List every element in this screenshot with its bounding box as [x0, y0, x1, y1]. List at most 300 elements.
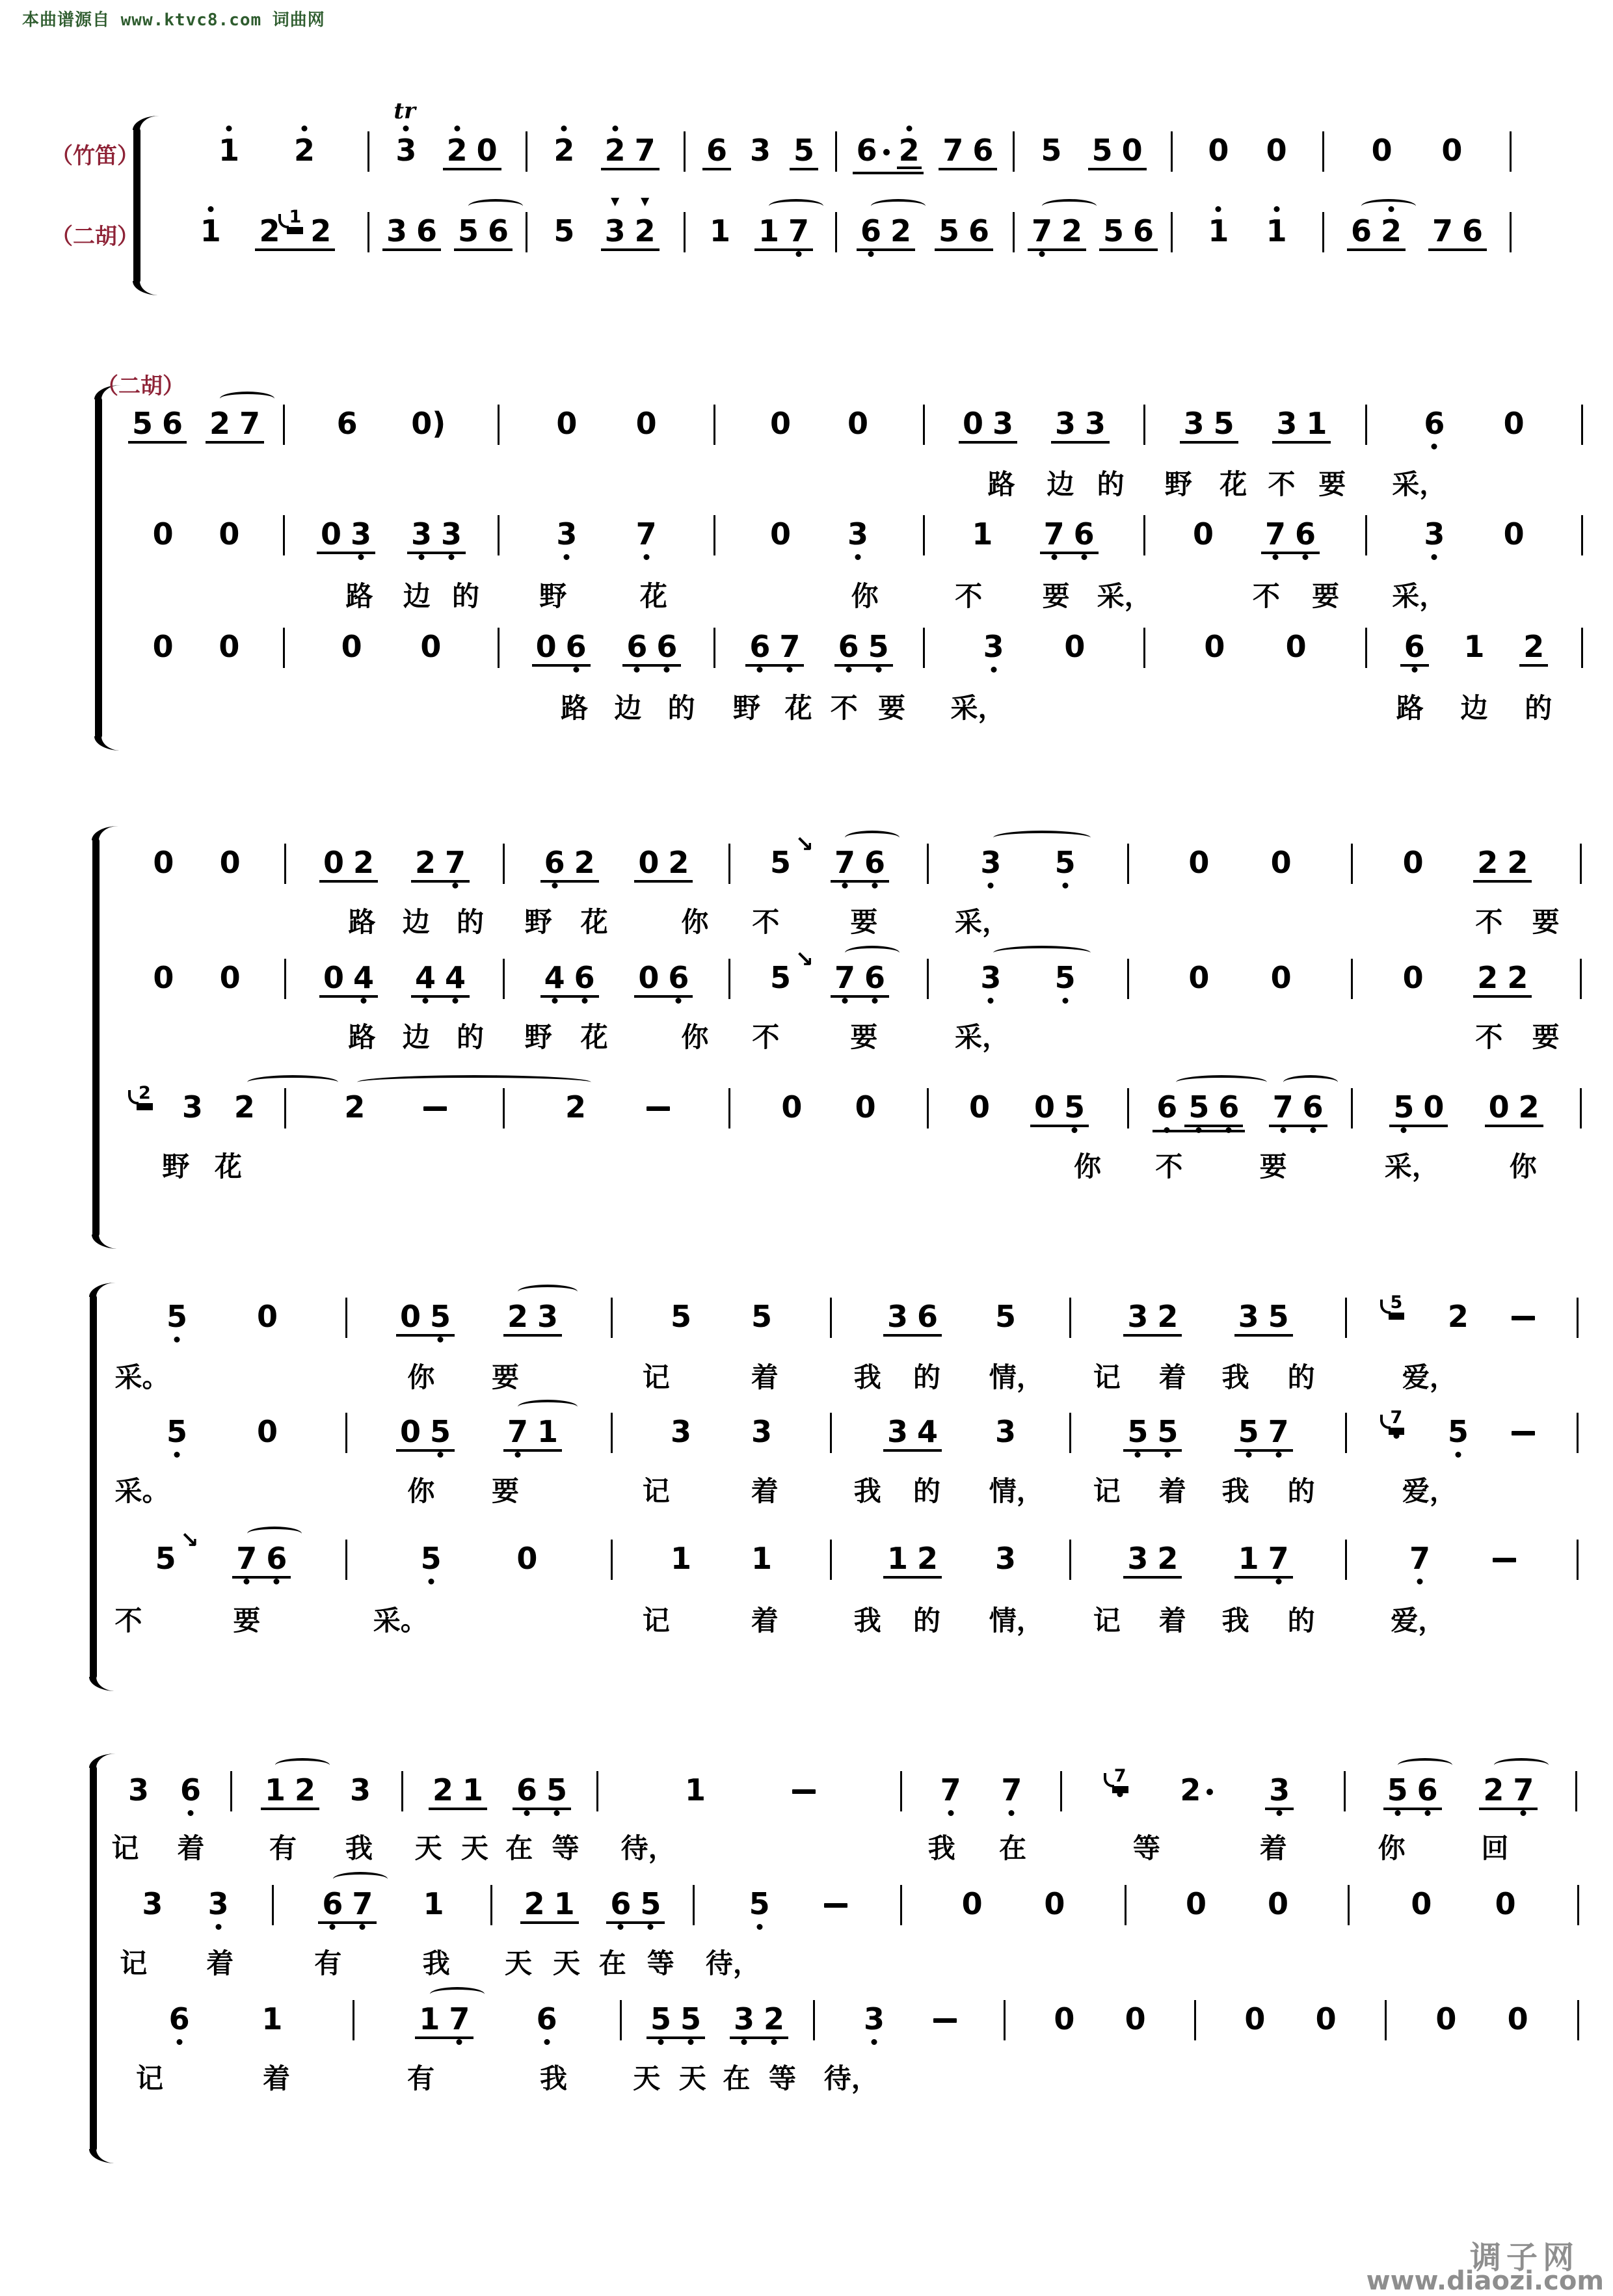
- lyric-syllable: 不: [1475, 906, 1503, 938]
- measure: [832, 1414, 1069, 1452]
- note-digit: 7: [1407, 1543, 1432, 1573]
- note-digit: 1: [886, 1541, 908, 1576]
- lyric-syllable: 有: [269, 1832, 297, 1864]
- measure: [686, 135, 835, 170]
- measure: [1145, 408, 1365, 444]
- lyric-syllable: 的: [913, 1605, 941, 1636]
- slur-arc: [845, 946, 900, 960]
- barline: [1580, 1088, 1582, 1128]
- note-digit: 5: [1155, 1417, 1180, 1447]
- measure: [715, 406, 923, 441]
- octave-dot-low: [948, 1810, 953, 1816]
- octave-dot-low: [787, 667, 793, 673]
- lyric-syllable: 不: [114, 1605, 142, 1636]
- note-digit: 3: [978, 848, 1003, 877]
- lyric-syllable: 采，: [955, 1021, 1010, 1053]
- note-digit: 2: [1178, 1775, 1215, 1805]
- note-digit: 1: [1463, 629, 1485, 664]
- beam-group: [261, 1772, 319, 1810]
- lyric-syllable: 着: [751, 1605, 779, 1636]
- note-digit: 5: [1446, 1417, 1471, 1447]
- lyric-syllable: 记: [111, 1832, 139, 1864]
- lyric-syllable: 采。: [114, 1361, 170, 1393]
- note-digit: 5: [995, 1299, 1017, 1334]
- note-digit: 2: [524, 1886, 545, 1921]
- note-digit: 5: [1053, 963, 1078, 993]
- octave-dot-low: [452, 883, 458, 888]
- measure: [166, 207, 367, 251]
- slur-arc: [468, 199, 523, 213]
- lyric-syllable: 路: [348, 906, 376, 938]
- measure: [1006, 2001, 1194, 2036]
- octave-dot-low: [988, 883, 994, 888]
- octave-dot-high: [226, 126, 232, 131]
- measure: [1145, 629, 1365, 664]
- rest-note: 0: [556, 406, 578, 441]
- note-digit: 3: [349, 519, 373, 549]
- octave-dot-low: [1277, 1810, 1283, 1816]
- octave-dot-low: [648, 1924, 654, 1930]
- note-digit: 2: [565, 1089, 586, 1125]
- note-digit: 2: [209, 406, 230, 441]
- note-digit: 2: [507, 1299, 528, 1334]
- beam-group: [540, 960, 599, 998]
- note-digit: 7: [447, 2004, 472, 2034]
- octave-dot-high: [561, 126, 567, 131]
- measure: [1129, 960, 1351, 995]
- note-digit: 6: [161, 406, 183, 441]
- note-digit: 2: [1523, 629, 1545, 664]
- note-digit: 7: [1266, 1543, 1291, 1573]
- note-digit: 6: [1422, 408, 1446, 438]
- note-digit: 4: [443, 963, 468, 993]
- duration-dash: [1512, 1431, 1535, 1435]
- lyric-syllable: 边: [402, 1021, 430, 1053]
- barline: [1510, 212, 1512, 252]
- note-digit: 1: [261, 2001, 283, 2036]
- voice-line: [99, 1292, 1579, 1364]
- measure: [622, 2001, 813, 2039]
- note-digit: 2: [574, 845, 595, 880]
- beam-group: [415, 2001, 473, 2039]
- note-digit: 6: [1301, 1092, 1326, 1122]
- measure: [347, 1414, 611, 1452]
- octave-dot-low: [452, 998, 458, 1004]
- barline: [1580, 959, 1582, 999]
- beam-group: [1051, 408, 1110, 444]
- note-digit: 6: [416, 213, 437, 248]
- beam-group: [1265, 1772, 1294, 1810]
- octave-dot-low: [437, 1337, 443, 1342]
- beam-group: [454, 213, 513, 251]
- note-digit: 1: [553, 1886, 575, 1921]
- octave-dot-low: [553, 1810, 559, 1816]
- octave-dot-low: [687, 2039, 693, 2045]
- beam-group: [883, 1543, 942, 1579]
- measure: [285, 516, 498, 554]
- octave-dot-high: [207, 206, 213, 212]
- lyric-syllable: 记: [642, 1605, 670, 1636]
- rest-note: 0: [219, 845, 241, 880]
- lyric-syllable: 待，: [620, 1832, 676, 1864]
- note-digit: 2: [445, 135, 470, 165]
- lyric-syllable: 路: [561, 692, 589, 724]
- beam-group: [1028, 213, 1086, 251]
- rest-note: 0: [219, 516, 240, 552]
- note-digit: 5: [165, 1302, 189, 1331]
- rest-note: 0: [1204, 629, 1225, 664]
- note-digit: 2: [890, 213, 911, 248]
- measure: [832, 1299, 1069, 1337]
- slur-arc: [430, 1987, 485, 2001]
- measure: [1173, 213, 1322, 248]
- note-digit: 6: [1132, 213, 1154, 248]
- rest-note: 0: [323, 960, 344, 995]
- note-digit: 3: [995, 1414, 1017, 1449]
- octave-dot-low: [1226, 1127, 1232, 1133]
- measure: [109, 629, 283, 664]
- octave-dot-low: [1051, 554, 1057, 560]
- lyric-syllable: 我: [927, 1832, 955, 1864]
- note-digit: 5: [938, 213, 959, 248]
- octave-dot-low: [1280, 1127, 1286, 1133]
- grace-slur-hook: [128, 1090, 139, 1104]
- beam-group: [1099, 213, 1158, 251]
- beam-group: [206, 408, 264, 444]
- octave-dot-low: [422, 998, 428, 1004]
- lyric-syllable: 花: [639, 580, 667, 612]
- barline: [1577, 2000, 1579, 2040]
- lyric-syllable: 我: [422, 1947, 450, 1979]
- beam-group: [1234, 1299, 1293, 1337]
- note-digit: 1: [1238, 1541, 1259, 1576]
- measure: [109, 845, 284, 880]
- measure: [99, 1527, 345, 1579]
- rest-note: 0: [1402, 960, 1424, 995]
- note-digit: 6: [624, 632, 649, 661]
- note-digit: 3: [1084, 406, 1106, 441]
- note-digit: 3: [554, 519, 579, 549]
- measure: [500, 406, 713, 441]
- lyric-syllable: 待，: [823, 2062, 879, 2094]
- lyric-syllable: 的: [457, 1021, 485, 1053]
- note-digit: 6: [1350, 213, 1372, 248]
- measure: [286, 1089, 503, 1125]
- note-digit: 4: [917, 1414, 939, 1449]
- note-digit: 7: [939, 1775, 963, 1805]
- beam-group: [1400, 629, 1429, 667]
- lyric-syllable: 采，: [955, 906, 1010, 938]
- rest-note: 0: [256, 1414, 278, 1449]
- lyric-syllable: 边: [614, 692, 642, 724]
- slur-arc: [871, 199, 926, 213]
- measure: [837, 135, 1013, 174]
- barline: [1581, 628, 1583, 668]
- note-digit: 6: [855, 135, 892, 165]
- measure: [929, 960, 1127, 995]
- duration-dash: [1512, 1316, 1535, 1320]
- rest-note: 0: [1044, 1886, 1065, 1921]
- octave-dot-low: [871, 2039, 877, 2045]
- lyric-syllable: 你: [851, 580, 879, 612]
- instrument-label: （二胡）: [51, 224, 139, 250]
- lyric-syllable: 的: [1097, 468, 1125, 500]
- tie-arc: [993, 946, 1091, 960]
- octave-dot-low: [846, 667, 851, 673]
- beam-group: [1184, 1089, 1243, 1127]
- lyric-syllable: 着: [1158, 1605, 1186, 1636]
- beam-group: [754, 213, 813, 251]
- rest-note: 0: [1244, 2001, 1266, 2036]
- note-digit: 3: [1054, 406, 1076, 441]
- note-digit: 4: [351, 963, 376, 993]
- beam-group: [1030, 1089, 1089, 1127]
- grace-note: 2: [137, 1084, 153, 1106]
- lyric-syllable: 不: [955, 580, 983, 612]
- note-digit: 2: [1447, 1299, 1469, 1334]
- augmentation-dot: [883, 149, 890, 155]
- lyric-syllable: 花: [1220, 468, 1247, 500]
- lyric-syllable: 路: [345, 580, 373, 612]
- lyric-syllable: 花: [784, 692, 812, 724]
- measure: [1196, 2001, 1385, 2036]
- beam-group: [319, 960, 378, 998]
- rest-note: 0: [1402, 845, 1424, 880]
- note-digit: 3 tr: [393, 98, 417, 168]
- lyric-syllable: 你: [407, 1361, 435, 1393]
- measure: [715, 516, 923, 552]
- duration-dash: [933, 2018, 957, 2023]
- rest-note: 0: [341, 629, 362, 664]
- note-digit: 6: [535, 2004, 559, 2034]
- rest-note: 0: [1371, 133, 1393, 168]
- lyric-syllable: 我: [853, 1605, 881, 1636]
- octave-dot-low: [1196, 1127, 1202, 1133]
- octave-dot-low: [1411, 667, 1417, 673]
- lyric-syllable: 等: [647, 1947, 674, 1979]
- beam-group: [520, 1886, 579, 1924]
- note-digit: 5: [1236, 1417, 1261, 1447]
- note-digit: 5: [751, 1299, 772, 1334]
- octave-dot-low: [991, 667, 996, 673]
- rest-note: 0: [1033, 1089, 1055, 1125]
- voice-line: [166, 195, 1512, 278]
- beam-group: [1153, 1089, 1245, 1132]
- measure: [347, 1541, 611, 1576]
- beam-group: [1123, 1543, 1182, 1579]
- note-digit: 7: [833, 848, 857, 877]
- rest-note: 0: [1441, 133, 1463, 168]
- note-digit: 2: [1507, 845, 1528, 880]
- beam-group: [503, 1414, 562, 1452]
- measure: [109, 960, 284, 995]
- note-digit: 7: [833, 963, 857, 993]
- rest-note: 0: [1507, 2001, 1528, 2036]
- measure: [1350, 1886, 1577, 1921]
- beam-group: [1261, 516, 1320, 554]
- note-digit: 2: [1157, 1541, 1179, 1576]
- note-digit: 6: [1402, 632, 1427, 661]
- octave-dot-low: [360, 1924, 366, 1930]
- note-digit: 6: [706, 133, 727, 168]
- note-digit: 3: [1127, 1299, 1149, 1334]
- rest-note: 0: [219, 960, 241, 995]
- lyric-syllable: 你: [681, 906, 709, 938]
- measure: [613, 1541, 830, 1576]
- measure: [1353, 960, 1580, 998]
- beam-group: [255, 207, 335, 251]
- octave-dot-high: [612, 126, 618, 131]
- octave-dot-low: [757, 667, 763, 673]
- lyric-syllable: 天: [505, 1947, 533, 1979]
- lyric-syllable: 天: [678, 2062, 706, 2094]
- beam-group: [1272, 408, 1331, 444]
- lyric-syllable: 野: [1164, 468, 1192, 500]
- octave-dot-low: [1303, 554, 1309, 560]
- beam-group: [1088, 135, 1147, 170]
- lyric-syllable: 不: [1475, 1021, 1503, 1053]
- rest-note: 0: [219, 629, 240, 664]
- note-digit: 1: [709, 213, 730, 248]
- note-digit: 3: [886, 1299, 908, 1334]
- note-digit: 2: [295, 1772, 316, 1808]
- note-digit: 5: [165, 1417, 189, 1447]
- note-digit: 6: [487, 213, 509, 248]
- measure: [505, 960, 728, 998]
- rest-note: 0: [961, 1886, 983, 1921]
- measure: [925, 629, 1143, 664]
- note-digit: 7: [777, 632, 802, 661]
- octave-dot-low: [1275, 1452, 1281, 1458]
- lyric-syllable: 天: [414, 1832, 442, 1864]
- note-digit: 2: [1477, 845, 1499, 880]
- octave-dot-low: [1165, 1452, 1171, 1458]
- octave-dot-low: [1039, 251, 1045, 257]
- note-digit: 1: [751, 1541, 772, 1576]
- beam-group: [411, 960, 470, 998]
- duration-dash: [423, 1106, 447, 1111]
- octave-dot-high: [1216, 206, 1221, 212]
- beam-group: [532, 629, 591, 667]
- lyric-syllable: 采。: [373, 1605, 428, 1636]
- measure: [347, 1299, 611, 1337]
- measure: [925, 516, 1143, 554]
- beam-group: [1123, 1414, 1182, 1452]
- beam-group: [232, 1543, 291, 1579]
- rest-note: 0: [1503, 406, 1525, 441]
- note-digit: 5 ↘: [155, 1527, 199, 1576]
- beam-group: [513, 1772, 571, 1810]
- note-digit: 2: [414, 845, 436, 880]
- note-digit: 2: [897, 135, 922, 169]
- rest-note: 0: [1125, 2001, 1146, 2036]
- note-digit: 6: [836, 632, 861, 661]
- lyric-syllable: 你: [681, 1021, 709, 1053]
- voice-line: [109, 408, 1583, 471]
- rest-note: 0: [1267, 1886, 1288, 1921]
- lyric-syllable: 要: [850, 906, 878, 938]
- octave-dot-low: [457, 2039, 462, 2045]
- measure: [1145, 516, 1365, 554]
- octave-dot-low: [244, 1579, 250, 1584]
- note-digit: 3: [732, 2004, 756, 2034]
- note-digit: 1: [462, 1772, 483, 1808]
- beam-group: [503, 1299, 562, 1337]
- octave-dot-low: [428, 1579, 434, 1584]
- note-digit: 3: [981, 632, 1006, 661]
- rest-note: 0: [323, 845, 344, 880]
- lyric-syllable: 你: [1509, 1151, 1537, 1182]
- voice-line: [99, 1527, 1579, 1606]
- rest-note: 0: [1315, 2001, 1337, 2036]
- note-digit: 6: [514, 1775, 539, 1805]
- slur-arc: [1042, 199, 1097, 213]
- octave-dot-low: [358, 554, 364, 560]
- note-digit: 6: [862, 963, 887, 993]
- lyric-syllable: 要: [1042, 580, 1070, 612]
- barline: [1577, 1298, 1579, 1338]
- beam-group: [1269, 1089, 1327, 1127]
- octave-dot-low: [187, 1810, 193, 1816]
- beam-group: [318, 1886, 377, 1924]
- rest-note: 0: [1495, 1886, 1516, 1921]
- note-digit: 2: [432, 1772, 453, 1808]
- measure: [1347, 1408, 1577, 1449]
- note-digit: 3: [749, 133, 771, 168]
- octave-dot-low: [274, 1579, 280, 1584]
- octave-dot-low: [176, 2039, 182, 2045]
- measure: [354, 2001, 620, 2039]
- barline: [1577, 1413, 1579, 1453]
- beam-group: [790, 135, 818, 170]
- measure: [500, 629, 713, 667]
- note-digit: 1: [684, 1772, 706, 1808]
- measure: [925, 408, 1143, 444]
- note-digit: 6: [1072, 519, 1097, 549]
- measure: [1346, 1772, 1575, 1810]
- note-digit: 3: [206, 1889, 231, 1919]
- note-digit: 3: [181, 1089, 203, 1125]
- note-digit: 6: [608, 1889, 633, 1919]
- grace-slur-hook: [1380, 1300, 1391, 1314]
- measure: [166, 133, 367, 168]
- note-digit: 5: [1125, 1417, 1150, 1447]
- beam-group: [429, 1772, 487, 1810]
- lyric-syllable: 花: [580, 1021, 608, 1053]
- note-digit: 5: [793, 133, 814, 168]
- beam-group: [634, 845, 693, 883]
- measure: [1062, 1766, 1344, 1810]
- beam-group: [853, 135, 924, 174]
- note-digit: 7: [634, 133, 656, 168]
- note-digit: 3: [142, 1886, 163, 1921]
- octave-dot-low: [1310, 1127, 1316, 1133]
- system-bracket: [92, 838, 100, 1237]
- measure: [1353, 1089, 1580, 1127]
- rest-note: 0: [1435, 2001, 1457, 2036]
- measure: [286, 960, 503, 998]
- beam-group: [396, 1414, 455, 1452]
- rest-note: 0: [535, 629, 557, 664]
- duration-dash: [647, 1106, 670, 1111]
- note-digit: 5: [638, 1889, 663, 1919]
- note-digit: 2: [353, 845, 374, 880]
- note-digit: 3: [409, 519, 434, 549]
- lyric-syllable: 要: [1259, 1151, 1287, 1182]
- note-digit: 5: [1213, 406, 1234, 441]
- beam-group: [857, 213, 915, 251]
- lyric-syllable: 我: [853, 1475, 881, 1507]
